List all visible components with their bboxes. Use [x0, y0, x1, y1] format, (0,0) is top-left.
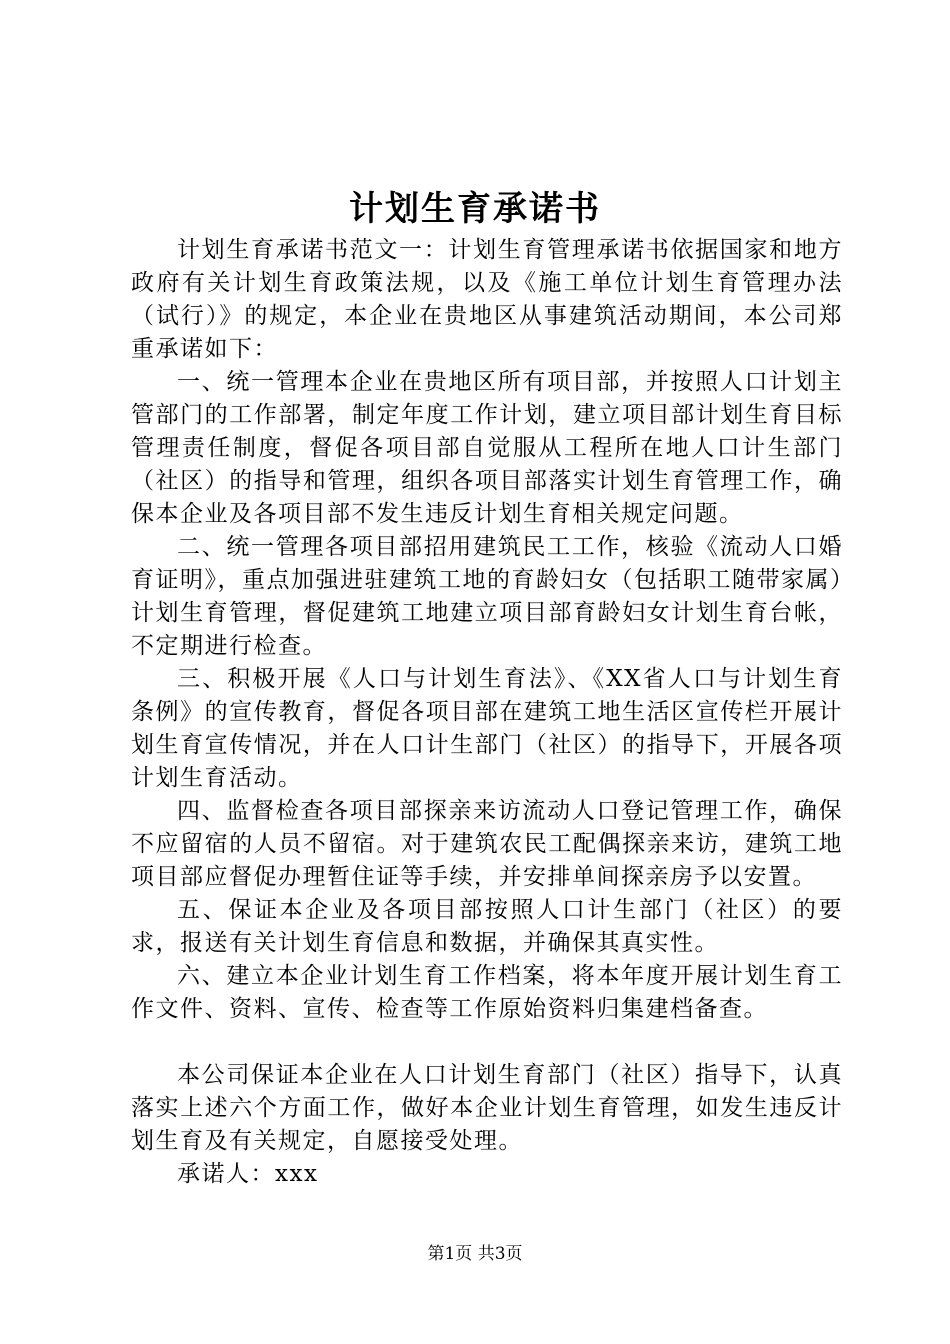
- clause-6-paragraph: 六、建立本企业计划生育工作档案，将本年度开展计划生育工作文件、资料、宣传、检查等工作原始资料归集建档备查。: [131, 963, 843, 1022]
- document-body: [131, 234, 843, 1191]
- clause-1-paragraph: 一、统一管理本企业在贵地区所有项目部，并按照人口计划主管部门的工作部署，制定年度工作计划，建立项目部计划生育目标管理责任制度，督促各项目部自觉服从工程所在地人口计生部门（社区）的指导和管理，组织各项目部落实计划生育管理工作，确保本企业及各项目部不发生违反计划生育相关规定问题。: [131, 369, 843, 527]
- clause-4-paragraph: 四、监督检查各项目部探亲来访流动人口登记管理工作，确保不应留宿的人员不留宿。对于建筑农民工配偶探亲来访，建筑工地项目部应督促办理暂住证等手续，并安排单间探亲房予以安置。: [131, 798, 843, 890]
- closing-paragraph: 本公司保证本企业在人口计划生育部门（社区）指导下，认真落实上述六个方面工作，做好本企业计划生育管理，如发生违反计划生育及有关规定，自愿接受处理。: [131, 1062, 843, 1154]
- signer-line: 承诺人：xxx: [177, 1161, 319, 1187]
- clause-3-paragraph: 三、积极开展《人口与计划生育法》、《XX省人口与计划生育条例》的宣传教育，督促各项目部在建筑工地生活区宣传栏开展计划生育宣传情况，并在人口计生部门（社区）的指导下，开展各项计划生育活动。: [131, 666, 843, 791]
- paragraph-spacer: [131, 1026, 843, 1059]
- clause-2-paragraph: 二、统一管理各项目部招用建筑民工工作，核验《流动人口婚育证明》，重点加强进驻建筑工地的育龄妇女（包括职工随带家属）计划生育管理，督促建筑工地建立项目部育龄妇女计划生育台帐，不定期进行检查。: [131, 534, 843, 659]
- intro-paragraph: 计划生育承诺书范文一：计划生育管理承诺书依据国家和地方政府有关计划生育政策法规，以及《施工单位计划生育管理办法（试行）》的规定，本企业在贵地区从事建筑活动期间，本公司郑重承诺如下：: [131, 237, 843, 362]
- page-footer: 第1页 共3页: [427, 1244, 523, 1264]
- document-title: 计划生育承诺书: [349, 189, 601, 229]
- clause-5-paragraph: 五、保证本企业及各项目部按照人口计生部门（社区）的要求，报送有关计划生育信息和数据，并确保其真实性。: [131, 897, 843, 956]
